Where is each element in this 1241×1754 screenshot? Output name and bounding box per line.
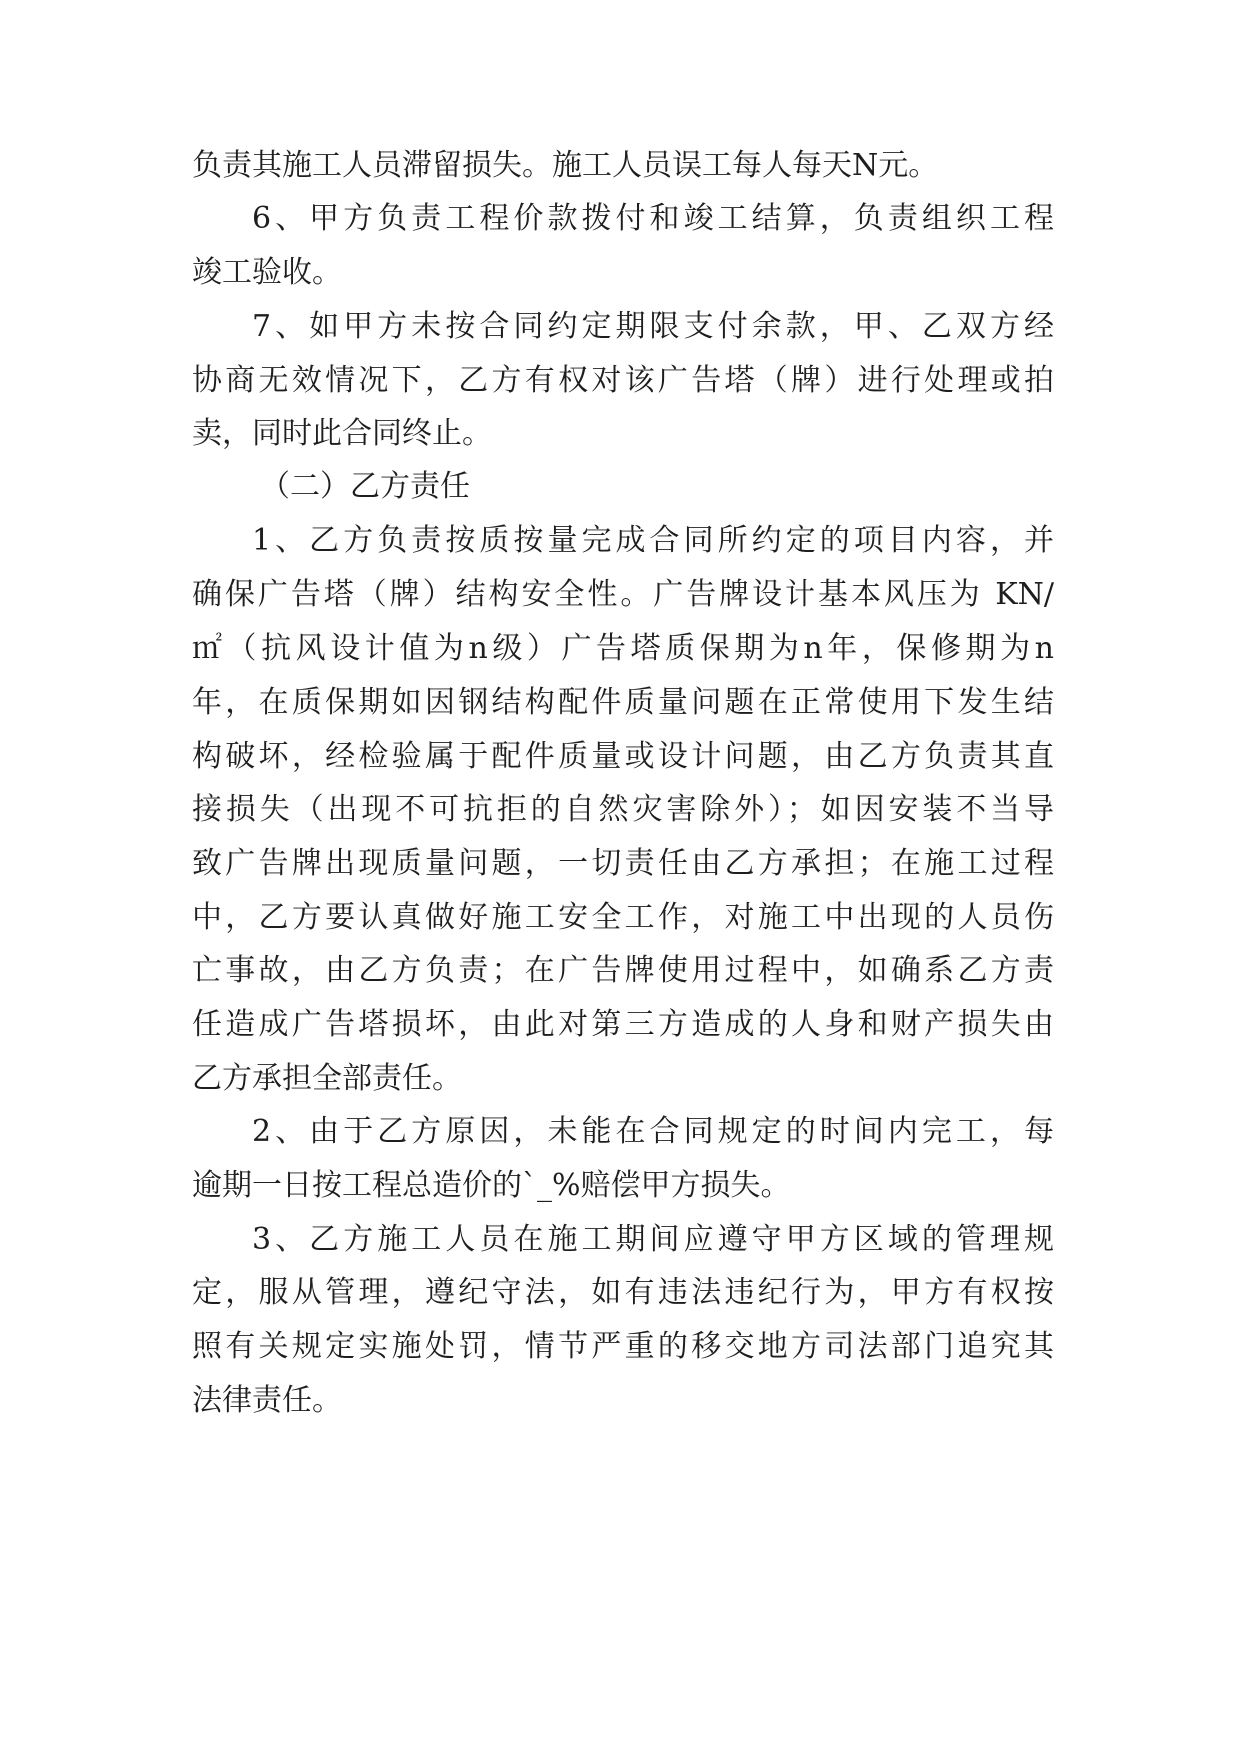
text-line: 6、甲方负责工程价款拨付和竣工结算，负责组织工程 (252, 201, 1054, 236)
text-line: 中，乙方要认真做好施工安全工作，对施工中出现的人员伤 (192, 900, 1054, 935)
text-line: 亡事故，由乙方负责；在广告牌使用过程中，如确系乙方责 (192, 953, 1054, 988)
text-line: 3、乙方施工人员在施工期间应遵守甲方区域的管理规 (252, 1222, 1054, 1257)
text-line: 接损失（出现不可抗拒的自然灾害除外）；如因安装不当导 (192, 792, 1054, 827)
text-line: 协商无效情况下，乙方有权对该广告塔（牌）进行处理或拍 (192, 363, 1054, 398)
text-line: 确保广告塔（牌）结构安全性。广告牌设计基本风压为 KN/ (192, 577, 1054, 612)
text-line: 年，在质保期如因钢结构配件质量问题在正常使用下发生结 (192, 685, 1054, 720)
text-line: 7、如甲方未按合同约定期限支付余款，甲、乙双方经 (252, 309, 1054, 344)
text-line: 致广告牌出现质量问题，一切责任由乙方承担；在施工过程 (192, 846, 1054, 881)
text-line: 负责其施工人员滞留损失。施工人员误工每人每天N元。 (192, 148, 939, 183)
text-line: 2、由于乙方原因，未能在合同规定的时间内完工，每 (252, 1114, 1054, 1149)
text-line: 1、乙方负责按质按量完成合同所约定的项目内容，并 (252, 523, 1054, 558)
text-line: 任造成广告塔损坏，由此对第三方造成的人身和财产损失由 (192, 1007, 1054, 1042)
text-line: 竣工验收。 (192, 255, 342, 290)
text-line: ㎡（抗风设计值为n级）广告塔质保期为n年，保修期为n (192, 631, 1054, 666)
text-line: 乙方承担全部责任。 (192, 1061, 462, 1096)
text-line: 构破坏，经检验属于配件质量或设计问题，由乙方负责其直 (192, 739, 1054, 774)
text-line: 定，服从管理，遵纪守法，如有违法违纪行为，甲方有权按 (192, 1275, 1054, 1310)
text-line: 法律责任。 (192, 1383, 342, 1418)
text-line: 逾期一日按工程总造价的`_%赔偿甲方损失。 (192, 1168, 791, 1203)
text-line: 卖，同时此合同终止。 (192, 416, 492, 451)
section-heading: （二）乙方责任 (260, 469, 470, 504)
text-line: 照有关规定实施处罚，情节严重的移交地方司法部门追究其 (192, 1329, 1054, 1364)
